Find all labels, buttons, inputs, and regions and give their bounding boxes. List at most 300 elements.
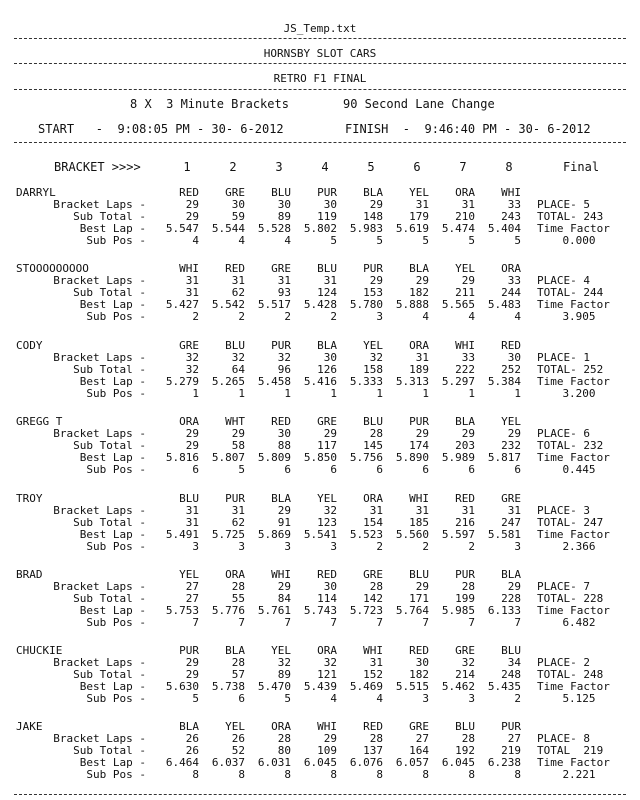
sub-position-cell: 3 bbox=[238, 540, 245, 553]
sub-position-cell: 8 bbox=[330, 768, 337, 781]
lane-color-cell: RED bbox=[271, 415, 291, 428]
lane-color-cell: ORA bbox=[225, 568, 245, 581]
row-label-laps: Bracket Laps - bbox=[53, 580, 146, 593]
best-lap-cell: 5.989 bbox=[441, 451, 475, 464]
bracket-laps-cell: 29 bbox=[415, 427, 429, 440]
final-place: PLACE- 7 bbox=[537, 580, 590, 593]
sub-position-cell: 3 bbox=[330, 540, 337, 553]
bracket-number: 5 bbox=[367, 160, 375, 174]
sub-total-cell: 145 bbox=[363, 439, 383, 452]
lane-color-cell: BLA bbox=[271, 492, 291, 505]
best-lap-cell: 5.764 bbox=[395, 604, 429, 617]
sub-total-cell: 137 bbox=[363, 744, 383, 757]
lane-color-cell: GRE bbox=[455, 644, 475, 657]
time-factor-label: Time Factor bbox=[537, 680, 610, 693]
divider bbox=[14, 63, 626, 64]
sub-total-cell: 55 bbox=[231, 592, 245, 605]
bracket-laps-cell: 28 bbox=[231, 580, 245, 593]
best-lap-cell: 5.470 bbox=[257, 680, 291, 693]
best-lap-cell: 5.725 bbox=[211, 528, 245, 541]
best-lap-cell: 5.384 bbox=[487, 375, 521, 388]
time-factor-value: 0.000 bbox=[562, 234, 596, 247]
best-lap-cell: 5.428 bbox=[303, 298, 337, 311]
best-lap-cell: 5.528 bbox=[257, 222, 291, 235]
best-lap-cell: 5.279 bbox=[165, 375, 199, 388]
sub-position-cell: 8 bbox=[468, 768, 475, 781]
bracket-laps-cell: 27 bbox=[185, 580, 199, 593]
sub-total-cell: 243 bbox=[501, 210, 521, 223]
sub-total-cell: 96 bbox=[277, 363, 291, 376]
best-lap-cell: 6.031 bbox=[257, 756, 291, 769]
sub-position-cell: 2 bbox=[330, 310, 337, 323]
sub-position-cell: 8 bbox=[422, 768, 429, 781]
lane-change-info: 90 Second Lane Change bbox=[343, 97, 495, 111]
sub-position-cell: 8 bbox=[284, 768, 291, 781]
sub-total-cell: 59 bbox=[231, 210, 245, 223]
lane-color-cell: BLA bbox=[317, 339, 337, 352]
bracket-laps-cell: 33 bbox=[461, 351, 475, 364]
bracket-laps-cell: 29 bbox=[369, 274, 383, 287]
bracket-laps-cell: 27 bbox=[507, 732, 521, 745]
sub-position-cell: 5 bbox=[514, 234, 521, 247]
best-lap-cell: 5.743 bbox=[303, 604, 337, 617]
lane-color-cell: ORA bbox=[317, 644, 337, 657]
bracket-laps-cell: 34 bbox=[507, 656, 521, 669]
event-name: RETRO F1 FINAL bbox=[273, 72, 367, 85]
final-place: PLACE- 5 bbox=[537, 198, 590, 211]
driver-name: STOOOOOOOOO bbox=[16, 262, 89, 275]
driver-name: CHUCKIE bbox=[16, 644, 63, 657]
final-total: TOTAL- 232 bbox=[537, 439, 604, 452]
bracket-laps-cell: 32 bbox=[461, 656, 475, 669]
bracket-laps-cell: 26 bbox=[231, 732, 245, 745]
sub-total-cell: 123 bbox=[317, 516, 337, 529]
lane-color-cell: YEL bbox=[363, 339, 383, 352]
sub-position-cell: 4 bbox=[422, 310, 429, 323]
row-label-sub-total: Sub Total - bbox=[73, 286, 146, 299]
file-title: JS_Temp.txt bbox=[283, 22, 357, 35]
sub-position-cell: 5 bbox=[284, 692, 291, 705]
sub-position-cell: 2 bbox=[192, 310, 199, 323]
row-label-laps: Bracket Laps - bbox=[53, 198, 146, 211]
bracket-number: 6 bbox=[413, 160, 421, 174]
bracket-laps-cell: 29 bbox=[185, 427, 199, 440]
sub-total-cell: 89 bbox=[277, 210, 291, 223]
sub-position-cell: 3 bbox=[468, 692, 475, 705]
bracket-laps-cell: 29 bbox=[277, 580, 291, 593]
best-lap-cell: 6.076 bbox=[349, 756, 383, 769]
lane-color-cell: WHI bbox=[501, 186, 521, 199]
sub-position-cell: 4 bbox=[376, 692, 383, 705]
sub-total-cell: 89 bbox=[277, 668, 291, 681]
lane-color-cell: BLA bbox=[179, 720, 199, 733]
bracket-laps-cell: 29 bbox=[277, 504, 291, 517]
sub-total-cell: 31 bbox=[185, 516, 199, 529]
bracket-laps-cell: 31 bbox=[277, 274, 291, 287]
lane-color-cell: PUR bbox=[363, 262, 383, 275]
row-label-sub-total: Sub Total - bbox=[73, 668, 146, 681]
row-label-best-lap: Best Lap - bbox=[79, 756, 146, 769]
sub-position-cell: 6 bbox=[330, 463, 337, 476]
bracket-laps-cell: 29 bbox=[185, 656, 199, 669]
sub-total-cell: 185 bbox=[409, 516, 429, 529]
sub-position-cell: 2 bbox=[238, 310, 245, 323]
sub-total-cell: 171 bbox=[409, 592, 429, 605]
sub-position-cell: 5 bbox=[238, 463, 245, 476]
bracket-laps-cell: 29 bbox=[185, 198, 199, 211]
row-label-sub-total: Sub Total - bbox=[73, 363, 146, 376]
bracket-laps-cell: 28 bbox=[369, 580, 383, 593]
row-label-best-lap: Best Lap - bbox=[79, 680, 146, 693]
lane-color-cell: RED bbox=[409, 644, 429, 657]
sub-position-cell: 1 bbox=[422, 387, 429, 400]
final-total: TOTAL 219 bbox=[537, 744, 604, 757]
best-lap-cell: 5.416 bbox=[303, 375, 337, 388]
sub-total-cell: 210 bbox=[455, 210, 475, 223]
sub-total-cell: 29 bbox=[185, 439, 199, 452]
sub-position-cell: 1 bbox=[238, 387, 245, 400]
final-total: TOTAL- 248 bbox=[537, 668, 604, 681]
lane-color-cell: ORA bbox=[363, 492, 383, 505]
bracket-laps-cell: 28 bbox=[369, 732, 383, 745]
lane-color-cell: WHI bbox=[363, 644, 383, 657]
driver-block bbox=[0, 262, 640, 334]
sub-position-cell: 5 bbox=[376, 234, 383, 247]
sub-total-cell: 26 bbox=[185, 744, 199, 757]
bracket-laps-cell: 30 bbox=[323, 580, 337, 593]
row-label-sub-total: Sub Total - bbox=[73, 744, 146, 757]
lane-color-cell: BLU bbox=[455, 720, 475, 733]
time-factor-label: Time Factor bbox=[537, 528, 610, 541]
final-total: TOTAL- 228 bbox=[537, 592, 604, 605]
sub-position-cell: 4 bbox=[330, 692, 337, 705]
best-lap-cell: 5.888 bbox=[395, 298, 429, 311]
best-lap-cell: 5.404 bbox=[487, 222, 521, 235]
bracket-laps-cell: 32 bbox=[323, 504, 337, 517]
final-place: PLACE- 6 bbox=[537, 427, 590, 440]
best-lap-cell: 5.756 bbox=[349, 451, 383, 464]
row-label-sub-pos: Sub Pos - bbox=[86, 540, 146, 553]
driver-name: TROY bbox=[16, 492, 43, 505]
bracket-number: 1 bbox=[183, 160, 191, 174]
sub-total-cell: 199 bbox=[455, 592, 475, 605]
lane-color-cell: YEL bbox=[271, 644, 291, 657]
best-lap-cell: 5.809 bbox=[257, 451, 291, 464]
bracket-laps-cell: 32 bbox=[231, 351, 245, 364]
time-factor-label: Time Factor bbox=[537, 756, 610, 769]
best-lap-cell: 5.560 bbox=[395, 528, 429, 541]
best-lap-cell: 5.439 bbox=[303, 680, 337, 693]
row-label-laps: Bracket Laps - bbox=[53, 427, 146, 440]
row-label-best-lap: Best Lap - bbox=[79, 528, 146, 541]
bracket-laps-cell: 32 bbox=[185, 351, 199, 364]
divider bbox=[14, 142, 626, 143]
lane-color-cell: PUR bbox=[409, 415, 429, 428]
best-lap-cell: 5.581 bbox=[487, 528, 521, 541]
row-label-sub-pos: Sub Pos - bbox=[86, 616, 146, 629]
row-label-laps: Bracket Laps - bbox=[53, 351, 146, 364]
sub-position-cell: 6 bbox=[238, 692, 245, 705]
best-lap-cell: 5.469 bbox=[349, 680, 383, 693]
driver-block bbox=[0, 720, 640, 792]
sub-position-cell: 1 bbox=[376, 387, 383, 400]
start-time: START - 9:08:05 PM - 30- 6-2012 bbox=[38, 122, 284, 136]
divider bbox=[14, 38, 626, 39]
lane-color-cell: RED bbox=[455, 492, 475, 505]
lane-color-cell: PUR bbox=[271, 339, 291, 352]
bracket-number: 3 bbox=[275, 160, 283, 174]
lane-color-cell: YEL bbox=[179, 568, 199, 581]
club-name: HORNSBY SLOT CARS bbox=[263, 47, 377, 60]
bracket-laps-cell: 29 bbox=[461, 274, 475, 287]
row-label-laps: Bracket Laps - bbox=[53, 732, 146, 745]
row-label-sub-total: Sub Total - bbox=[73, 516, 146, 529]
lane-color-cell: PUR bbox=[317, 186, 337, 199]
sub-total-cell: 244 bbox=[501, 286, 521, 299]
sub-position-cell: 7 bbox=[468, 616, 475, 629]
best-lap-cell: 5.802 bbox=[303, 222, 337, 235]
lane-color-cell: ORA bbox=[179, 415, 199, 428]
sub-total-cell: 153 bbox=[363, 286, 383, 299]
sub-total-cell: 219 bbox=[501, 744, 521, 757]
sub-position-cell: 2 bbox=[284, 310, 291, 323]
lane-color-cell: GRE bbox=[179, 339, 199, 352]
best-lap-cell: 5.738 bbox=[211, 680, 245, 693]
sub-total-cell: 232 bbox=[501, 439, 521, 452]
final-place: PLACE- 3 bbox=[537, 504, 590, 517]
lane-color-cell: ORA bbox=[409, 339, 429, 352]
lane-color-cell: WHI bbox=[271, 568, 291, 581]
time-factor-value: 5.125 bbox=[562, 692, 596, 705]
sub-position-cell: 4 bbox=[514, 310, 521, 323]
sub-total-cell: 154 bbox=[363, 516, 383, 529]
lane-color-cell: BLA bbox=[363, 186, 383, 199]
best-lap-cell: 5.313 bbox=[395, 375, 429, 388]
sub-total-cell: 109 bbox=[317, 744, 337, 757]
lane-color-cell: RED bbox=[317, 568, 337, 581]
divider bbox=[14, 89, 626, 90]
time-factor-label: Time Factor bbox=[537, 298, 610, 311]
lane-color-cell: YEL bbox=[317, 492, 337, 505]
sub-total-cell: 189 bbox=[409, 363, 429, 376]
time-factor-value: 3.905 bbox=[562, 310, 596, 323]
sub-position-cell: 2 bbox=[376, 540, 383, 553]
sub-total-cell: 117 bbox=[317, 439, 337, 452]
best-lap-cell: 5.723 bbox=[349, 604, 383, 617]
lane-color-cell: ORA bbox=[455, 186, 475, 199]
bracket-laps-cell: 26 bbox=[185, 732, 199, 745]
row-label-best-lap: Best Lap - bbox=[79, 375, 146, 388]
race-format: 8 X 3 Minute Brackets bbox=[130, 97, 289, 111]
sub-position-cell: 8 bbox=[192, 768, 199, 781]
lane-color-cell: GRE bbox=[363, 568, 383, 581]
sub-total-cell: 62 bbox=[231, 286, 245, 299]
sub-total-cell: 64 bbox=[231, 363, 245, 376]
sub-total-cell: 80 bbox=[277, 744, 291, 757]
best-lap-cell: 5.462 bbox=[441, 680, 475, 693]
final-place: PLACE- 1 bbox=[537, 351, 590, 364]
driver-block bbox=[0, 415, 640, 487]
sub-total-cell: 121 bbox=[317, 668, 337, 681]
best-lap-cell: 5.807 bbox=[211, 451, 245, 464]
best-lap-cell: 5.985 bbox=[441, 604, 475, 617]
sub-position-cell: 6 bbox=[284, 463, 291, 476]
bracket-laps-cell: 31 bbox=[231, 504, 245, 517]
best-lap-cell: 5.435 bbox=[487, 680, 521, 693]
bracket-laps-cell: 32 bbox=[277, 351, 291, 364]
row-label-sub-total: Sub Total - bbox=[73, 592, 146, 605]
sub-total-cell: 52 bbox=[231, 744, 245, 757]
best-lap-cell: 5.565 bbox=[441, 298, 475, 311]
sub-position-cell: 3 bbox=[284, 540, 291, 553]
lane-color-cell: PUR bbox=[179, 644, 199, 657]
sub-position-cell: 7 bbox=[422, 616, 429, 629]
final-header: Final bbox=[562, 160, 600, 174]
final-total: TOTAL- 252 bbox=[537, 363, 604, 376]
best-lap-cell: 5.776 bbox=[211, 604, 245, 617]
sub-position-cell: 1 bbox=[284, 387, 291, 400]
bracket-laps-cell: 31 bbox=[185, 274, 199, 287]
bracket-laps-cell: 33 bbox=[507, 274, 521, 287]
best-lap-cell: 5.474 bbox=[441, 222, 475, 235]
sub-total-cell: 148 bbox=[363, 210, 383, 223]
best-lap-cell: 5.523 bbox=[349, 528, 383, 541]
sub-position-cell: 6 bbox=[192, 463, 199, 476]
bracket-laps-cell: 30 bbox=[507, 351, 521, 364]
bracket-laps-cell: 30 bbox=[277, 198, 291, 211]
sub-position-cell: 5 bbox=[192, 692, 199, 705]
sub-total-cell: 142 bbox=[363, 592, 383, 605]
sub-total-cell: 119 bbox=[317, 210, 337, 223]
sub-position-cell: 3 bbox=[376, 310, 383, 323]
bracket-laps-cell: 29 bbox=[323, 732, 337, 745]
sub-total-cell: 248 bbox=[501, 668, 521, 681]
row-label-laps: Bracket Laps - bbox=[53, 504, 146, 517]
row-label-sub-pos: Sub Pos - bbox=[86, 234, 146, 247]
bracket-header-label: BRACKET >>>> bbox=[54, 160, 141, 174]
sub-total-cell: 203 bbox=[455, 439, 475, 452]
sub-position-cell: 7 bbox=[192, 616, 199, 629]
sub-position-cell: 5 bbox=[468, 234, 475, 247]
sub-total-cell: 88 bbox=[277, 439, 291, 452]
sub-total-cell: 247 bbox=[501, 516, 521, 529]
sub-position-cell: 7 bbox=[238, 616, 245, 629]
best-lap-cell: 5.761 bbox=[257, 604, 291, 617]
time-factor-value: 6.482 bbox=[562, 616, 596, 629]
sub-position-cell: 8 bbox=[376, 768, 383, 781]
best-lap-cell: 6.238 bbox=[487, 756, 521, 769]
bracket-laps-cell: 29 bbox=[415, 274, 429, 287]
best-lap-cell: 5.547 bbox=[165, 222, 199, 235]
lane-color-cell: BLU bbox=[179, 492, 199, 505]
bracket-laps-cell: 31 bbox=[415, 198, 429, 211]
sub-total-cell: 211 bbox=[455, 286, 475, 299]
best-lap-cell: 6.045 bbox=[303, 756, 337, 769]
bracket-number: 2 bbox=[229, 160, 237, 174]
bracket-number: 8 bbox=[505, 160, 513, 174]
lane-color-cell: BLU bbox=[271, 186, 291, 199]
lane-color-cell: RED bbox=[179, 186, 199, 199]
sub-position-cell: 5 bbox=[330, 234, 337, 247]
bracket-laps-cell: 29 bbox=[507, 580, 521, 593]
sub-position-cell: 1 bbox=[330, 387, 337, 400]
sub-total-cell: 62 bbox=[231, 516, 245, 529]
row-label-sub-pos: Sub Pos - bbox=[86, 310, 146, 323]
best-lap-cell: 5.517 bbox=[257, 298, 291, 311]
sub-position-cell: 1 bbox=[468, 387, 475, 400]
driver-name: GREGG T bbox=[16, 415, 63, 428]
best-lap-cell: 5.265 bbox=[211, 375, 245, 388]
sub-total-cell: 126 bbox=[317, 363, 337, 376]
best-lap-cell: 5.850 bbox=[303, 451, 337, 464]
sub-total-cell: 152 bbox=[363, 668, 383, 681]
driver-name: CODY bbox=[16, 339, 43, 352]
row-label-best-lap: Best Lap - bbox=[79, 604, 146, 617]
lane-color-cell: WHI bbox=[409, 492, 429, 505]
lane-color-cell: BLU bbox=[225, 339, 245, 352]
sub-total-cell: 179 bbox=[409, 210, 429, 223]
lane-color-cell: ORA bbox=[501, 262, 521, 275]
lane-color-cell: WHI bbox=[179, 262, 199, 275]
sub-position-cell: 4 bbox=[284, 234, 291, 247]
lane-color-cell: WHT bbox=[225, 415, 245, 428]
best-lap-cell: 6.464 bbox=[165, 756, 199, 769]
sub-total-cell: 174 bbox=[409, 439, 429, 452]
bracket-laps-cell: 31 bbox=[185, 504, 199, 517]
best-lap-cell: 5.515 bbox=[395, 680, 429, 693]
sub-position-cell: 7 bbox=[330, 616, 337, 629]
final-total: TOTAL- 244 bbox=[537, 286, 604, 299]
best-lap-cell: 5.780 bbox=[349, 298, 383, 311]
best-lap-cell: 5.817 bbox=[487, 451, 521, 464]
sub-position-cell: 2 bbox=[468, 540, 475, 553]
sub-total-cell: 32 bbox=[185, 363, 199, 376]
lane-color-cell: GRE bbox=[225, 186, 245, 199]
sub-total-cell: 114 bbox=[317, 592, 337, 605]
bracket-laps-cell: 30 bbox=[415, 656, 429, 669]
row-label-laps: Bracket Laps - bbox=[53, 274, 146, 287]
bracket-laps-cell: 28 bbox=[369, 427, 383, 440]
bracket-laps-cell: 30 bbox=[231, 198, 245, 211]
bracket-laps-cell: 31 bbox=[323, 274, 337, 287]
lane-color-cell: BLA bbox=[225, 644, 245, 657]
row-label-best-lap: Best Lap - bbox=[79, 298, 146, 311]
driver-name: DARRYL bbox=[16, 186, 56, 199]
bracket-header-row bbox=[0, 160, 640, 174]
lane-color-cell: GRE bbox=[317, 415, 337, 428]
lane-color-cell: YEL bbox=[455, 262, 475, 275]
best-lap-cell: 6.045 bbox=[441, 756, 475, 769]
bracket-laps-cell: 29 bbox=[369, 198, 383, 211]
bracket-number: 7 bbox=[459, 160, 467, 174]
sub-position-cell: 8 bbox=[514, 768, 521, 781]
best-lap-cell: 5.619 bbox=[395, 222, 429, 235]
bracket-laps-cell: 32 bbox=[277, 656, 291, 669]
bracket-laps-cell: 30 bbox=[323, 351, 337, 364]
best-lap-cell: 5.544 bbox=[211, 222, 245, 235]
sub-total-cell: 124 bbox=[317, 286, 337, 299]
sub-position-cell: 4 bbox=[238, 234, 245, 247]
row-label-best-lap: Best Lap - bbox=[79, 222, 146, 235]
lane-color-cell: YEL bbox=[225, 720, 245, 733]
time-factor-value: 2.366 bbox=[562, 540, 596, 553]
sub-position-cell: 6 bbox=[422, 463, 429, 476]
sub-total-cell: 57 bbox=[231, 668, 245, 681]
row-label-sub-total: Sub Total - bbox=[73, 210, 146, 223]
sub-position-cell: 3 bbox=[514, 540, 521, 553]
sub-total-cell: 29 bbox=[185, 210, 199, 223]
sub-total-cell: 31 bbox=[185, 286, 199, 299]
